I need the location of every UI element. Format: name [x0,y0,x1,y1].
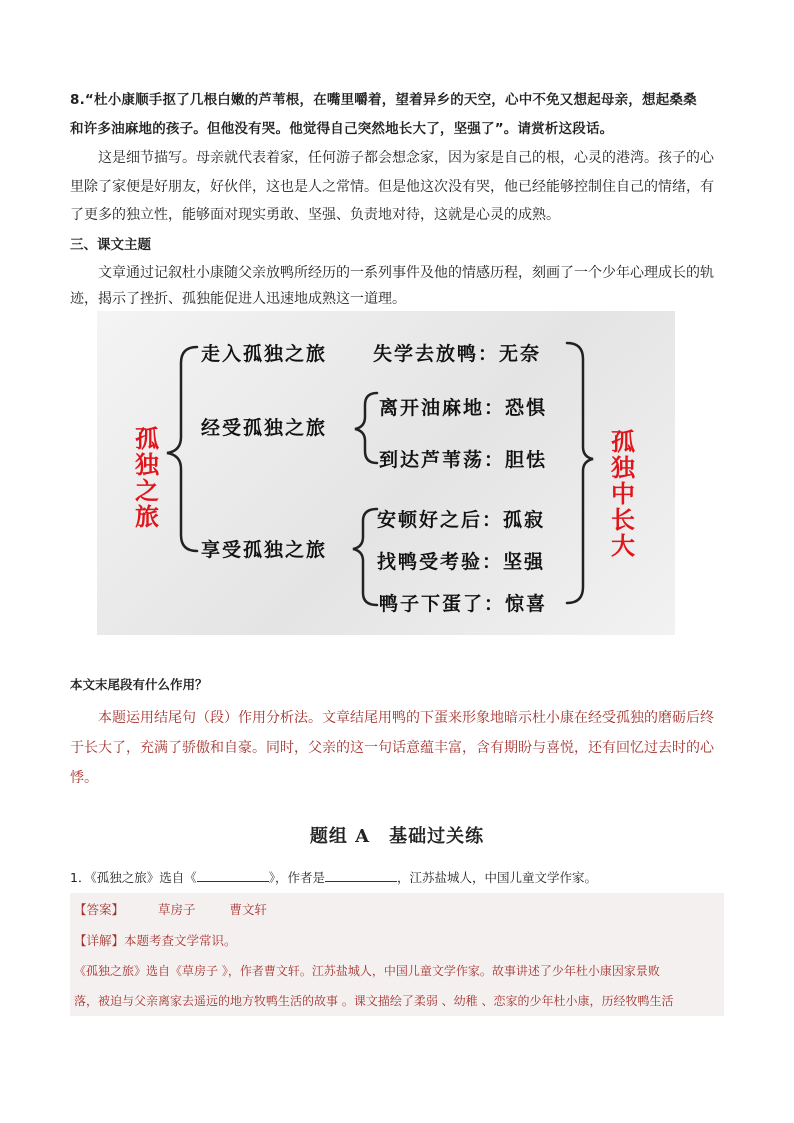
q8-question-line2: 和许多油麻地的孩子。但他没有哭。他觉得自己突然地长大了，坚强了”。请赏析这段话。 [70,121,614,137]
event-5: 找鸭受考验：坚强 [377,551,546,573]
answer-value-1: 草房子 [157,902,196,917]
section-title: 题组 A 基础过关练 [309,826,485,847]
ending-answer-line3: 悸。 [70,770,98,786]
event-3: 到达芦苇荡：胆怯 [379,449,548,471]
q1-part2: 》，作者是 [268,870,325,885]
detail-line3: 《孤独之旅》选自《草房子 》，作者曹文轩。江苏盐城人，中国儿童文学作家。故事讲述了少年杜小康因家景败 [74,964,660,978]
theme-text-line1: 文章通过记叙杜小康随父亲放鸭所经历的一系列事件及他的情感历程，刻画了一个少年心理成长的轨 [98,265,714,281]
q1-part3: ，江苏盐城人，中国儿童文学作家。 [396,870,597,885]
theme-heading: 三、课文主题 [70,237,151,253]
stage-enjoy: 享受孤独之旅 [201,539,328,561]
answer-row [74,900,267,918]
q8-answer-line2: 里除了家便是好朋友，好伙伴，这也是人之常情。但是他这次没有哭，他已经能够控制住自己的情绪，有 [70,179,714,195]
answer-box [70,893,724,1016]
q1-blank-book [197,869,269,882]
detail-line4: 落，被迫与父亲离家去遥远的地方牧鸭生活的故事 。课文描绘了柔弱 、幼稚 、恋家的少年杜小康，历经牧鸭生活 [74,994,674,1008]
q1-part1: 1．《孤独之旅》选自《 [70,870,197,885]
detail-text: 本题考查文学常识。 [124,933,237,948]
middle-brace-1 [355,393,377,463]
event-6: 鸭子下蛋了：惊喜 [379,593,548,615]
structure-diagram [97,311,675,635]
stage-enter: 走入孤独之旅 [201,343,328,365]
detail-row [74,931,237,949]
stage-endure: 经受孤独之旅 [201,417,328,439]
right-title-vertical [609,429,637,559]
event-4: 安顿好之后：孤寂 [377,509,546,531]
left-title-char: 独 [135,451,159,479]
event-1: 失学去放鸭：无奈 [373,343,542,365]
right-title-char: 长 [611,506,635,534]
left-title-char: 孤 [135,425,159,453]
theme-text-line2: 迹，揭示了挫折、孤独能促进人迅速地成熟这一道理。 [70,291,406,307]
ending-question: 本文末尾段有什么作用？ [70,677,208,692]
left-main-brace [167,347,197,551]
left-title-char: 之 [135,477,159,505]
right-title-char: 大 [611,532,635,560]
q1-question [70,868,597,886]
right-title-char: 独 [611,454,635,482]
right-main-brace [567,343,593,603]
left-title-char: 旅 [135,503,159,531]
q8-answer-line1: 这是细节描写。母亲就代表着家，任何游子都会想念家，因为家是自己的根，心灵的港湾。孩子的心 [98,150,714,166]
right-title-char: 孤 [611,428,635,456]
event-2: 离开油麻地：恐惧 [379,397,548,419]
ending-answer-line2: 于长大了，充满了骄傲和自豪。同时，父亲的这一句话意蕴丰富，含有期盼与喜悦，还有回忆过去时的心 [70,740,714,756]
answer-value-2: 曹文轩 [229,902,267,917]
middle-brace-2 [353,509,377,605]
left-title-vertical [133,426,161,530]
q8-question-line1: 8.“杜小康顺手抠了几根白嫩的芦苇根，在嘴里嚼着，望着异乡的天空，心中不免又想起母亲，想起桑桑 [70,92,697,108]
answer-label: 【答案】 [74,902,125,917]
detail-label: 【详解】 [74,933,125,948]
ending-answer-line1: 本题运用结尾句（段）作用分析法。文章结尾用鸭的下蛋来形象地暗示杜小康在经受孤独的磨砺后终 [98,710,714,726]
q1-blank-author [325,869,397,882]
right-title-char: 中 [611,480,635,508]
q8-answer-line3: 了更多的独立性，能够面对现实勇敢、坚强、负责地对待，这就是心灵的成熟。 [70,207,560,223]
